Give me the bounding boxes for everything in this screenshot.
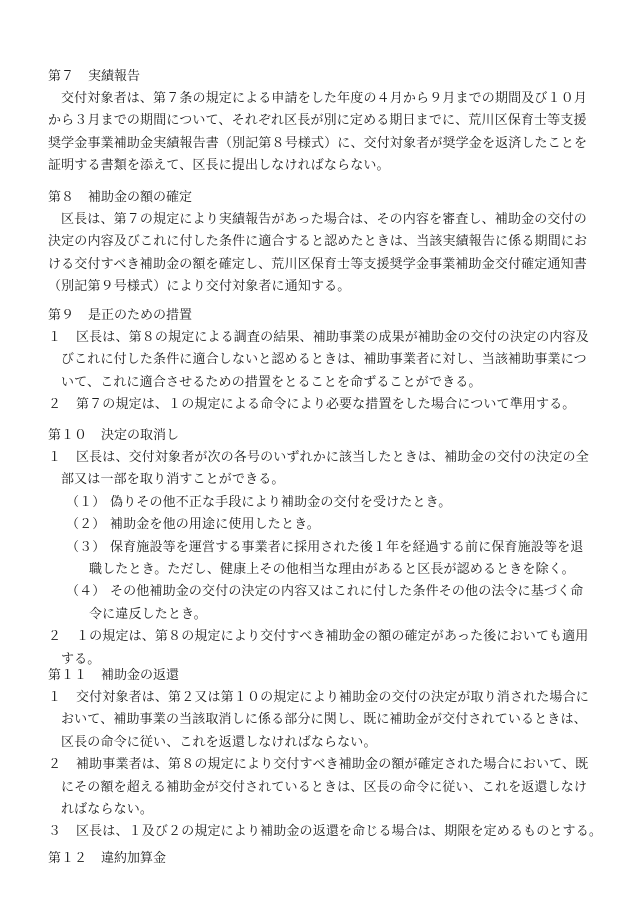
section-11-heading (48, 665, 578, 687)
section-10-subitem-4-line-2: 令に違反したとき。 (89, 606, 207, 622)
section-8-line-4: （別記第９号様式）により交付対象者に通知する。 (48, 279, 351, 295)
section-8-title: 補助金の額の確定 (88, 190, 193, 205)
section-12-number: 第１２ (48, 851, 88, 866)
section-9-number: 第９ (48, 308, 75, 323)
section-10 (48, 425, 589, 671)
section-9-item-1: １ 区長は、第８の規定による調査の結果、補助事業の成果が補助金の交付の決定の内容及 (48, 327, 578, 349)
section-11-item-2: ２ 補助事業者は、第８の規定により交付すべき補助金の額が確定された場合において、既 (48, 754, 578, 776)
subitem-marker: （４） (66, 584, 106, 600)
section-12-heading (48, 848, 578, 870)
section-8-heading (48, 187, 578, 209)
subitem-marker: （２） (66, 517, 106, 533)
section-7-heading (48, 66, 578, 88)
section-10-item-2: ２ １の規定は、第８の規定により交付すべき補助金の額の確定があった後においても適用 (48, 626, 578, 648)
section-7-line-1: 交付対象者は、第７条の規定による申請をした年度の４月から９月までの期間及び１０月 (61, 91, 588, 106)
section-7-line-4: 証明する書類を添えて、区長に提出しなければならない。 (48, 158, 390, 174)
section-10-subitem-3-line-2: 職したとき。ただし、健康上その他相当な理由があると区長が認めるときを除く。 (89, 561, 575, 577)
section-10-title: 決定の取消し (101, 428, 180, 443)
section-10-heading (48, 425, 578, 447)
section-11-number: 第１１ (48, 668, 88, 683)
item-marker: １ (48, 690, 62, 705)
section-10-subitem-4: （４） その他補助金の交付の決定の内容又はこれに付した条件その他の法令に基づく命 (48, 581, 578, 603)
section-10-subitem-1: （１） 偽りその他不正な手段により補助金の交付を受けたとき。 (48, 492, 578, 514)
section-9 (48, 305, 589, 417)
section-7 (48, 66, 588, 178)
section-9-heading (48, 305, 578, 327)
section-11-title: 補助金の返還 (101, 668, 180, 683)
section-8-number: 第８ (48, 190, 75, 205)
section-10-item-2-line-2: する。 (61, 651, 101, 667)
item-marker: ２ (48, 629, 62, 645)
section-9-item-2: ２ 第７の規定は、１の規定による命令により必要な措置をした場合について準用する。 (48, 394, 578, 416)
section-7-line-2: から３月までの期間について、それぞれ区長が別に定める期日までに、荒川区保育士等支援 (48, 113, 587, 129)
section-7-number: 第７ (48, 69, 75, 84)
section-11-item-3: ３ 区長は、１及び２の規定により補助金の返還を命じる場合は、期限を定めるものとする。 (48, 821, 578, 843)
section-11-item-1: １ 交付対象者は、第２又は第１０の規定により補助金の交付の決定が取り消された場合に (48, 687, 578, 709)
section-11 (48, 665, 603, 844)
section-10-number: 第１０ (48, 428, 88, 443)
item-marker: １ (48, 450, 62, 465)
section-9-item-1-line-3: いて、これに適合させるための措置をとることを命ずることができる。 (61, 374, 482, 390)
section-10-item-1-line-2: 部又は一部を取り消すことができる。 (61, 472, 285, 488)
subitem-marker: （１） (66, 494, 106, 510)
section-11-item-2-line-2: にその額を超える補助金が交付されているときは、区長の命令に従い、これを返還しなけ (61, 779, 588, 795)
section-7-title: 実績報告 (88, 69, 141, 84)
section-11-item-1-line-3: 区長の命令に従い、これを返還しなければならない。 (61, 734, 377, 750)
subitem-marker: （３） (66, 539, 106, 555)
section-8-line-1: 区長は、第７の規定により実績報告があった場合は、その内容を審査し、補助金の交付の (61, 212, 587, 227)
section-8-line-2: 決定の内容及びこれに付した条件に適合すると認めたときは、当該実績報告に係る期間にお (48, 234, 588, 250)
section-9-item-1-line-2: びこれに付した条件に適合しないと認めるときは、補助事業者に対し、当該補助事業につ (61, 352, 587, 368)
section-11-item-1-line-2: おいて、補助事業の当該取消しに係る部分に関し、既に補助金が交付されているときは、 (61, 712, 587, 728)
section-11-item-2-line-3: ればならない。 (61, 801, 154, 817)
item-marker: ２ (48, 397, 62, 413)
section-10-subitem-3: （３） 保育施設等を運営する事業者に採用された後１年を経過する前に保育施設等を退 (48, 537, 578, 559)
section-10-subitem-2: （２） 補助金を他の用途に使用したとき。 (48, 514, 578, 536)
section-12-title: 違約加算金 (101, 851, 167, 866)
section-9-title: 是正のための措置 (88, 308, 193, 323)
section-7-line-3: 奨学金事業補助金実績報告書（別記第８号様式）に、交付対象者が奨学金を返済したことを (48, 135, 588, 151)
item-marker: ２ (48, 757, 62, 773)
section-8-line-3: ける交付すべき補助金の額を確定し、荒川区保育士等支援奨学金事業補助金交付確定通知書 (48, 256, 587, 272)
item-marker: １ (48, 330, 62, 345)
section-12 (48, 848, 578, 870)
section-10-item-1: １ 区長は、交付対象者が次の各号のいずれかに該当したときは、補助金の交付の決定の全 (48, 447, 578, 469)
item-marker: ３ (48, 824, 62, 840)
section-8 (48, 187, 588, 299)
